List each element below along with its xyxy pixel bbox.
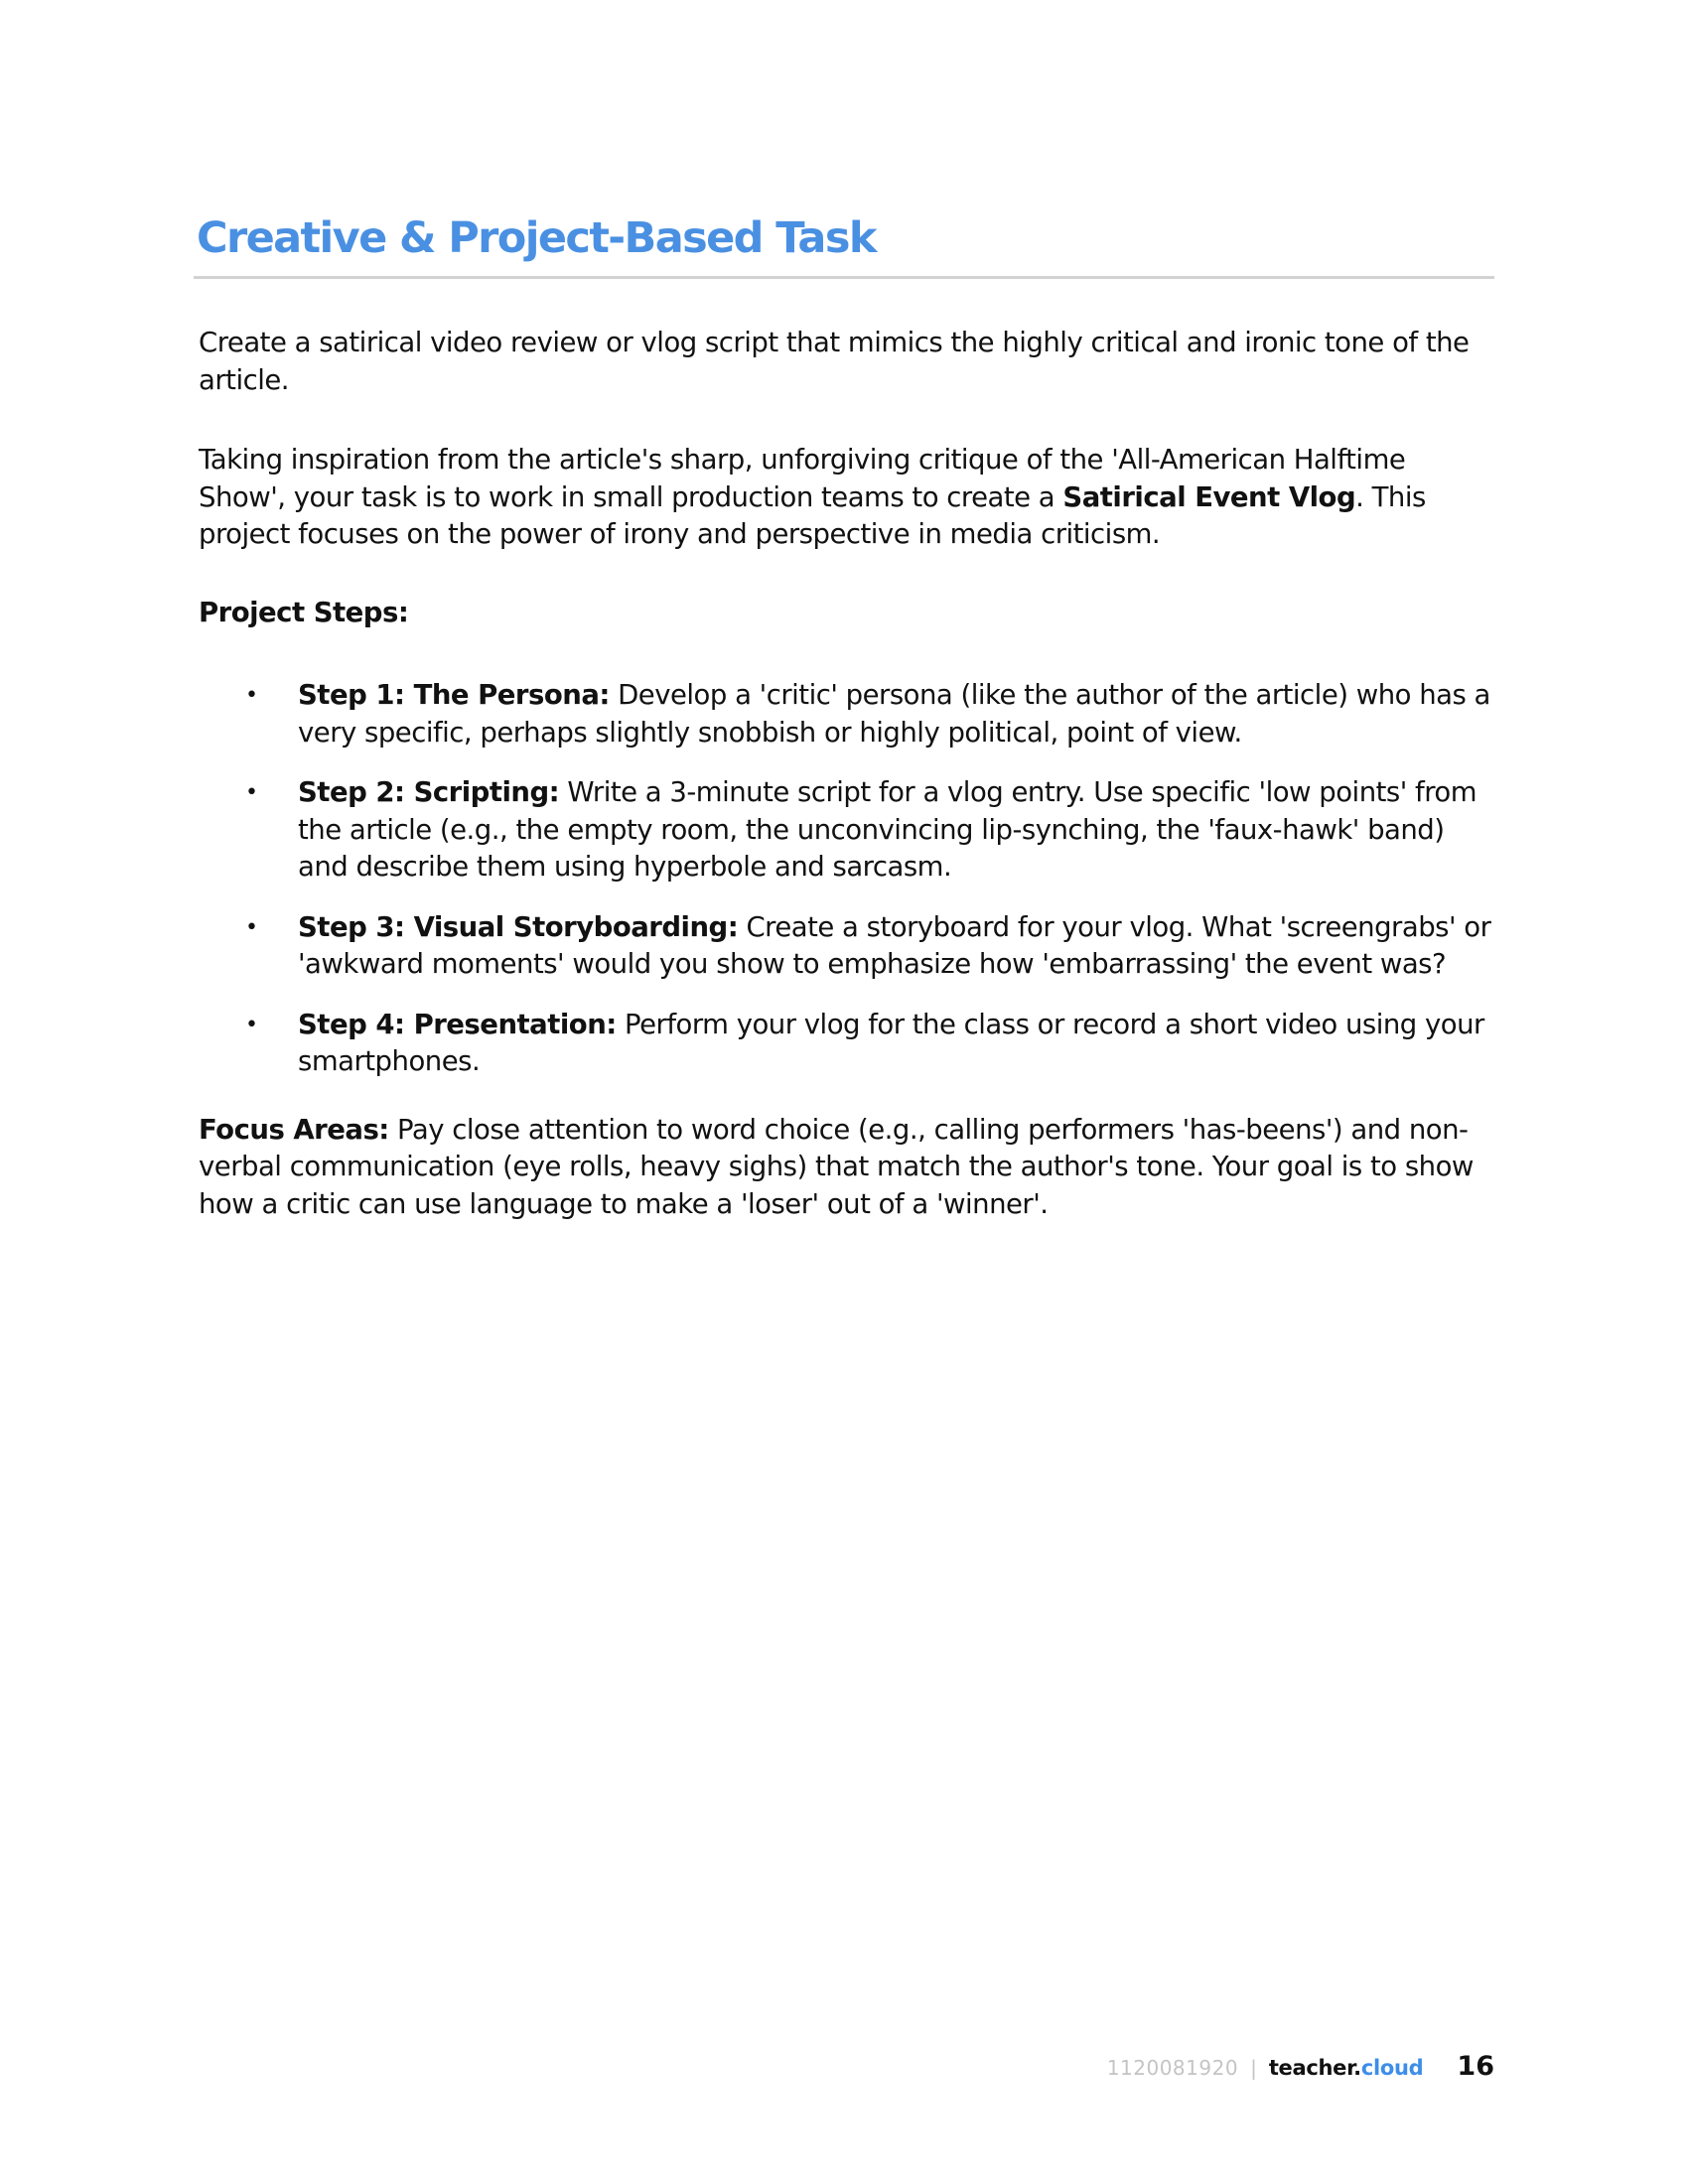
step-label: Step 3: Visual Storyboarding: xyxy=(298,910,739,943)
bullet-icon: • xyxy=(245,1012,258,1037)
title-divider xyxy=(194,276,1494,279)
focus-paragraph xyxy=(199,1112,1499,1224)
bullet-icon: • xyxy=(245,683,258,708)
footer-separator: | xyxy=(1250,2056,1257,2080)
intro-paragraph: Create a satirical video review or vlog script that mimics the highly critical and ironic tone of the article. xyxy=(199,327,1470,396)
page-title: Creative & Project-Based Task xyxy=(197,213,876,263)
step-label: Step 2: Scripting: xyxy=(298,776,560,808)
document-id: 1120081920 xyxy=(1106,2056,1239,2080)
steps-heading: Project Steps: xyxy=(199,596,409,628)
brand-logo-main: teacher. xyxy=(1268,2056,1361,2080)
step-label: Step 4: Presentation: xyxy=(298,1008,617,1040)
page-number: 16 xyxy=(1457,2051,1494,2082)
bullet-icon: • xyxy=(245,914,258,940)
list-item-step-2 xyxy=(199,774,1499,887)
step-label: Step 1: The Persona: xyxy=(298,679,610,711)
page-footer xyxy=(1107,2051,1494,2091)
step-text: Develop a 'critic' persona (like the author of the article) who has a very specific, perhaps slightly snobbish or highly political, point of view. xyxy=(298,679,1490,749)
bullet-icon: • xyxy=(245,780,258,805)
inspiration-text-after: . This project focuses on the power of irony and perspective in media criticism. xyxy=(199,480,1426,550)
brand-logo-accent: cloud xyxy=(1360,2056,1424,2080)
step-text: Perform your vlog for the class or record a short video using your smartphones. xyxy=(298,1008,1484,1077)
list-item-step-1 xyxy=(199,677,1499,751)
list-item-step-3 xyxy=(199,909,1499,984)
focus-text: Pay close attention to word choice (e.g., calling performers 'has-beens') and non-verbal communication (eye rolls, heavy sighs) that match the author's tone. Your goal is to show how a critic can use language to make a 'loser' out of a 'winner'. xyxy=(199,1113,1474,1220)
steps-list xyxy=(199,677,1499,1081)
step-text: Create a storyboard for your vlog. What 'screengrabs' or 'awkward moments' would you show to emphasize how 'embarrassing' the event was? xyxy=(298,910,1491,980)
page-body xyxy=(199,325,1499,1223)
inspiration-text-before: Taking inspiration from the article's sharp, unforgiving critique of the 'All-American Halftime Show', your task is to work in small production teams to create a xyxy=(199,444,1406,513)
focus-label: Focus Areas: xyxy=(199,1113,389,1146)
step-text: Write a 3-minute script for a vlog entry. Use specific 'low points' from the article (e.g., the empty room, the unconvincing lip-synching, the 'faux-hawk' band) and describe them using hyperbole and sarcasm. xyxy=(298,776,1477,883)
list-item-step-4 xyxy=(199,1007,1499,1081)
inspiration-paragraph xyxy=(199,442,1499,554)
project-name: Satirical Event Vlog xyxy=(1062,480,1356,513)
